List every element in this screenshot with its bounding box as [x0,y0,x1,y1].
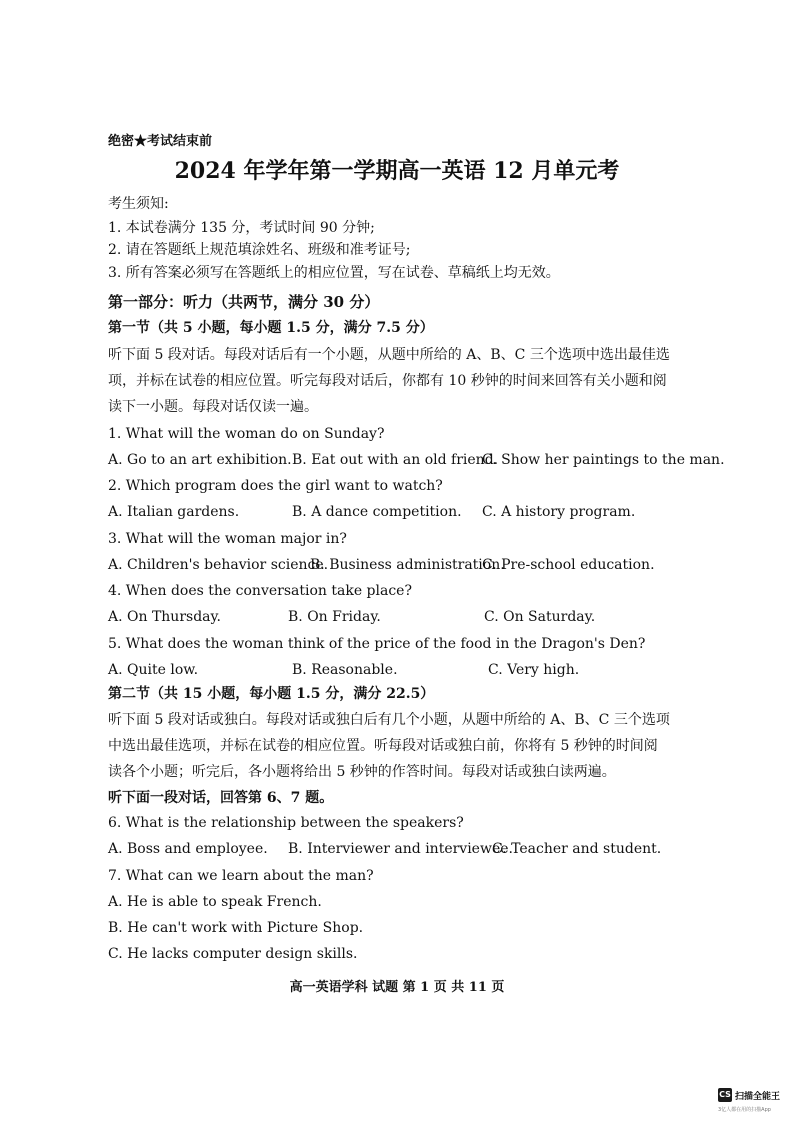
q5-option-b: B. Reasonable. [292,662,398,678]
section1-instruction-line: 项，并标在试卷的相应位置。听完每段对话后，你都有 10 秒钟的时间来回答有关小题和阅 [108,373,667,389]
camscanner-logo-icon: CS [718,1088,732,1102]
notice-item-3: 3. 所有答案必须写在答题纸上的相应位置，写在试卷、草稿纸上均无效。 [108,265,560,281]
question-4: 4. When does the conversation take place? [108,583,412,599]
section2-instruction-line: 听下面 5 段对话或独白。每段对话或独白后有几个小题，从题中所给的 A、B、C 三个选项 [108,712,670,728]
q6-option-c: C. Teacher and student. [492,841,662,857]
notice-item-1: 1. 本试卷满分 135 分，考试时间 90 分钟; [108,220,375,236]
question-6: 6. What is the relationship between the speakers? [108,815,464,831]
section1-instruction-line: 听下面 5 段对话。每段对话后有一个小题，从题中所给的 A、B、C 三个选项中选出最佳选 [108,347,670,363]
q2-option-b: B. A dance competition. [292,504,462,520]
q2-option-a: A. Italian gardens. [108,504,240,520]
notice-heading: 考生须知: [108,196,169,212]
question-3: 3. What will the woman major in? [108,531,347,547]
section2-instruction-line: 读各个小题；听完后，各小题将给出 5 秒钟的作答时间。每段对话或独白读两遍。 [108,764,616,780]
q4-option-c: C. On Saturday. [484,609,596,625]
q3-option-a: A. Children's behavior science. [108,557,329,573]
q1-option-a: A. Go to an art exhibition. [108,452,292,468]
q4-option-a: A. On Thursday. [108,609,222,625]
notice-item-2: 2. 请在答题纸上规范填涂姓名、班级和准考证号; [108,242,411,258]
question-7: 7. What can we learn about the man? [108,868,374,884]
q6-option-b: B. Interviewer and interviewee. [288,841,513,857]
section2-heading: 第二节（共 15 小题，每小题 1.5 分，满分 22.5） [108,686,435,702]
watermark-subtext: 3亿人都在用的扫描App [718,1107,771,1113]
section1-instruction-line: 读下一小题。每段对话仅读一遍。 [108,399,318,415]
q4-option-b: B. On Friday. [288,609,381,625]
part1-heading: 第一部分：听力（共两节，满分 30 分） [108,293,380,311]
section2-instruction-line: 中选出最佳选项，并标在试卷的相应位置。听每段对话或独白前，你将有 5 秒钟的时间阅 [108,738,658,754]
q6-option-a: A. Boss and employee. [108,841,268,857]
page-footer: 高一英语学科 试题 第 1 页 共 11 页 [289,980,505,995]
q7-option-a: A. He is able to speak French. [108,894,322,910]
question-2: 2. Which program does the girl want to watch? [108,478,443,494]
q7-option-c: C. He lacks computer design skills. [108,946,358,962]
scanner-watermark [718,1088,780,1102]
q5-option-a: A. Quite low. [108,662,199,678]
q7-option-b: B. He can't work with Picture Shop. [108,920,364,936]
q3-option-c: C. Pre-school education. [482,557,655,573]
confidential-mark: 绝密★考试结束前 [108,134,213,149]
dialogue-instruction: 听下面一段对话，回答第 6、7 题。 [108,790,334,806]
exam-title: 2024 年学年第一学期高一英语 12 月单元考 [174,158,620,184]
question-1: 1. What will the woman do on Sunday? [108,426,385,442]
watermark-text: 扫描全能王 [735,1091,781,1102]
section1-heading: 第一节（共 5 小题，每小题 1.5 分，满分 7.5 分） [108,320,434,336]
q3-option-b: B. Business administration. [310,557,505,573]
q2-option-c: C. A history program. [482,504,636,520]
q1-option-b: B. Eat out with an old friend. [292,452,499,468]
question-5: 5. What does the woman think of the price of the food in the Dragon's Den? [108,636,646,652]
q5-option-c: C. Very high. [488,662,580,678]
q1-option-c: C. Show her paintings to the man. [482,452,725,468]
